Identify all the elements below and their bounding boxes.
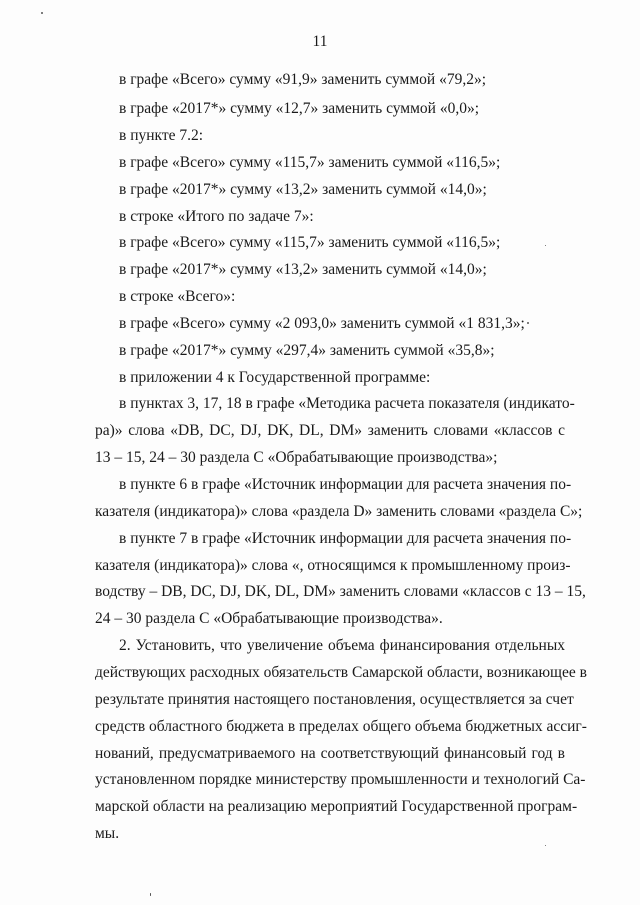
text-line: в графе «Всего» сумму «115,7» заменить суммой «116,5»; (119, 234, 501, 251)
text-line: водству – DB, DC, DJ, DK, DL, DM» заменить словами «классов с 13 – 15, (95, 583, 586, 600)
text-line: в графе «2017*» сумму «13,2» заменить суммой «14,0»; (119, 181, 487, 198)
text-line: нований, предусматриваемого на соответствующий финансовый год в (95, 745, 565, 762)
text-line: в строке «Итого по задаче 7»: (119, 208, 314, 225)
scan-speck (545, 245, 546, 246)
text-line: в графе «Всего» сумму «91,9» заменить суммой «79,2»; (119, 71, 487, 88)
text-line: в графе «2017*» сумму «297,4» заменить суммой «35,8»; (119, 342, 495, 359)
text-line: в пункте 7.2: (119, 127, 204, 144)
text-line: в графе «2017*» сумму «13,2» заменить суммой «14,0»; (119, 261, 487, 278)
scan-speck (150, 893, 151, 896)
text-line: средств областного бюджета в пределах общего объема бюджетных ассиг- (95, 718, 587, 735)
text-line: результате принятия настоящего постановления, осуществляется за счет (95, 691, 574, 708)
text-line: в приложении 4 к Государственной программе: (119, 369, 431, 386)
text-line: в строке «Всего»: (119, 288, 236, 305)
text-line: ра)» слова «DB, DC, DJ, DK, DL, DM» заменить словами «классов с (95, 422, 565, 439)
text-line: в пункте 7 в графе «Источник информации для расчета значения по- (119, 530, 572, 547)
text-line: в графе «2017*» сумму «12,7» заменить суммой «0,0»; (119, 100, 480, 117)
text-line: действующих расходных обязательств Самарской области, возникающее в (95, 664, 587, 681)
text-line: казателя (индикатора)» слова «раздела D» заменить словами «раздела С»; (95, 503, 583, 520)
text-line: установленном порядке министерству промышленности и технологий Са- (95, 771, 586, 788)
text-line: в графе «Всего» сумму «115,7» заменить суммой «116,5»; (119, 154, 501, 171)
text-line: 13 – 15, 24 – 30 раздела С «Обрабатывающие производства»; (95, 449, 498, 466)
text-line: в графе «Всего» сумму «2 093,0» заменить суммой «1 831,3»; (119, 315, 525, 332)
text-line: казателя (индикатора)» слова «, относящимся к промышленному произ- (95, 557, 571, 574)
scan-speck (41, 12, 43, 14)
text-line: в пункте 6 в графе «Источник информации для расчета значения по- (119, 476, 572, 493)
text-line: в пунктах 3, 17, 18 в графе «Методика расчета показателя (индикато- (119, 395, 575, 412)
scan-speck (527, 322, 529, 324)
text-line: марской области на реализацию мероприятий Государственной програм- (95, 798, 578, 815)
scan-speck (545, 845, 546, 846)
text-line: 2. Установить, что увеличение объема финансирования отдельных (119, 637, 565, 654)
text-line: мы. (95, 825, 120, 842)
page-number: 11 (312, 33, 328, 50)
text-line: 24 – 30 раздела С «Обрабатывающие производства». (95, 610, 443, 627)
